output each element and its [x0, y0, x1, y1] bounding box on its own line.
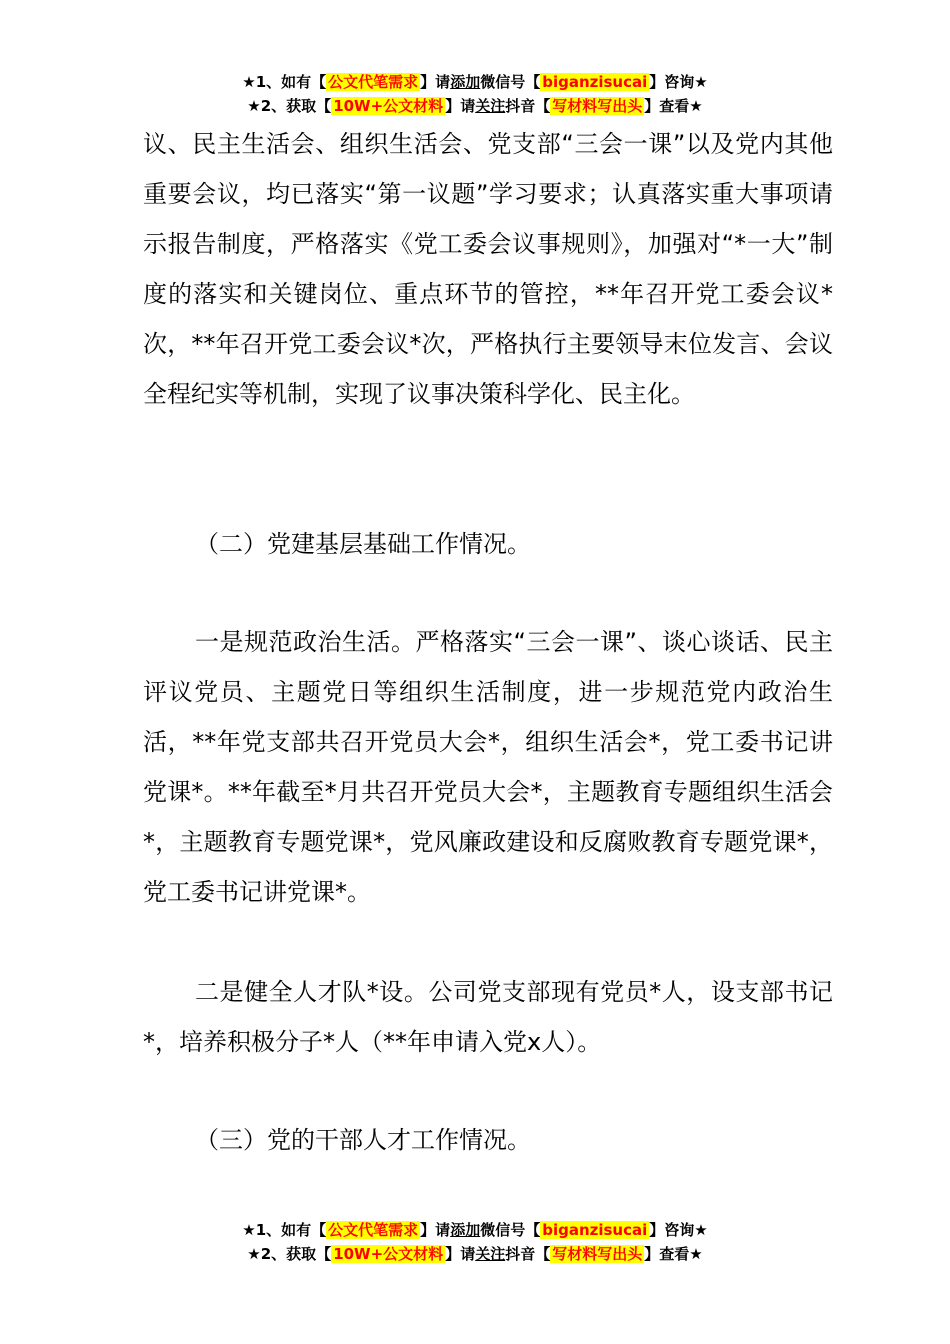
banner-text: 】请 — [420, 73, 451, 91]
banner-underlined-text: 关注 — [475, 97, 506, 115]
footer-banner — [0, 1218, 950, 1266]
banner-text: 】请 — [445, 97, 476, 115]
paragraph-talent-team: 二是健全人才队*设。公司党支部现有党员*人，设支部书记*，培养积极分子*人（**年申请入党x人）。 — [143, 978, 833, 1056]
banner-line-2 — [0, 1242, 950, 1266]
banner-highlight: 写材料写出头 — [552, 97, 643, 115]
section-heading-3: （三）党的干部人才工作情况。 — [195, 1126, 531, 1154]
banner-underlined-text: 添加 — [450, 1221, 481, 1239]
banner-text: ★2、获取【 — [247, 97, 332, 115]
banner-text: 抖音【 — [505, 97, 551, 115]
banner-highlight: biganzisucai — [542, 73, 648, 91]
banner-line-2 — [0, 94, 950, 118]
banner-highlight: 写材料写出头 — [552, 1245, 643, 1263]
banner-text: 抖音【 — [505, 1245, 551, 1263]
banner-text: ★1、如有【 — [242, 73, 327, 91]
banner-text: 】查看★ — [644, 1245, 703, 1263]
banner-text: 微信号【 — [480, 1221, 541, 1239]
banner-highlight: 公文代笔需求 — [328, 73, 419, 91]
banner-highlight: biganzisucai — [542, 1221, 648, 1239]
paragraph-meeting-rules: 议、民主生活会、组织生活会、党支部“三会一课”以及党内其他重要会议，均已落实“第一议题”学习要求；认真落实重大事项请示报告制度，严格落实《党工委会议事规则》，加强对“*一大”制度的落实和关键岗位、重点环节的管控，**年召开党工委会议*次，**年召开党工委会议*次，严格执行主要领导末位发言、会议全程纪实等机制，实现了议事决策科学化、民主化。 — [143, 130, 833, 408]
banner-text: 】请 — [420, 1221, 451, 1239]
header-banner — [0, 70, 950, 118]
banner-text: 微信号【 — [480, 73, 541, 91]
banner-highlight: 公文代笔需求 — [328, 1221, 419, 1239]
banner-underlined-text: 添加 — [450, 73, 481, 91]
banner-highlight: 10W+公文材料 — [333, 97, 444, 115]
section-heading-2: （二）党建基层基础工作情况。 — [195, 530, 531, 558]
banner-highlight: 10W+公文材料 — [333, 1245, 444, 1263]
banner-underlined-text: 关注 — [475, 1245, 506, 1263]
banner-text: 】请 — [445, 1245, 476, 1263]
banner-text: 】咨询★ — [649, 1221, 708, 1239]
banner-line-1 — [0, 70, 950, 94]
banner-text: ★2、获取【 — [247, 1245, 332, 1263]
banner-line-1 — [0, 1218, 950, 1242]
banner-text: 】咨询★ — [649, 73, 708, 91]
paragraph-political-life: 一是规范政治生活。严格落实“三会一课”、谈心谈话、民主评议党员、主题党日等组织生活制度，进一步规范党内政治生活，**年党支部共召开党员大会*，组织生活会*，党工委书记讲党课*。**年截至*月共召开党员大会*，主题教育专题组织生活会*，主题教育专题党课*，党风廉政建设和反腐败教育专题党课*，党工委书记讲党课*。 — [143, 628, 833, 906]
banner-text: ★1、如有【 — [242, 1221, 327, 1239]
banner-text: 】查看★ — [644, 97, 703, 115]
